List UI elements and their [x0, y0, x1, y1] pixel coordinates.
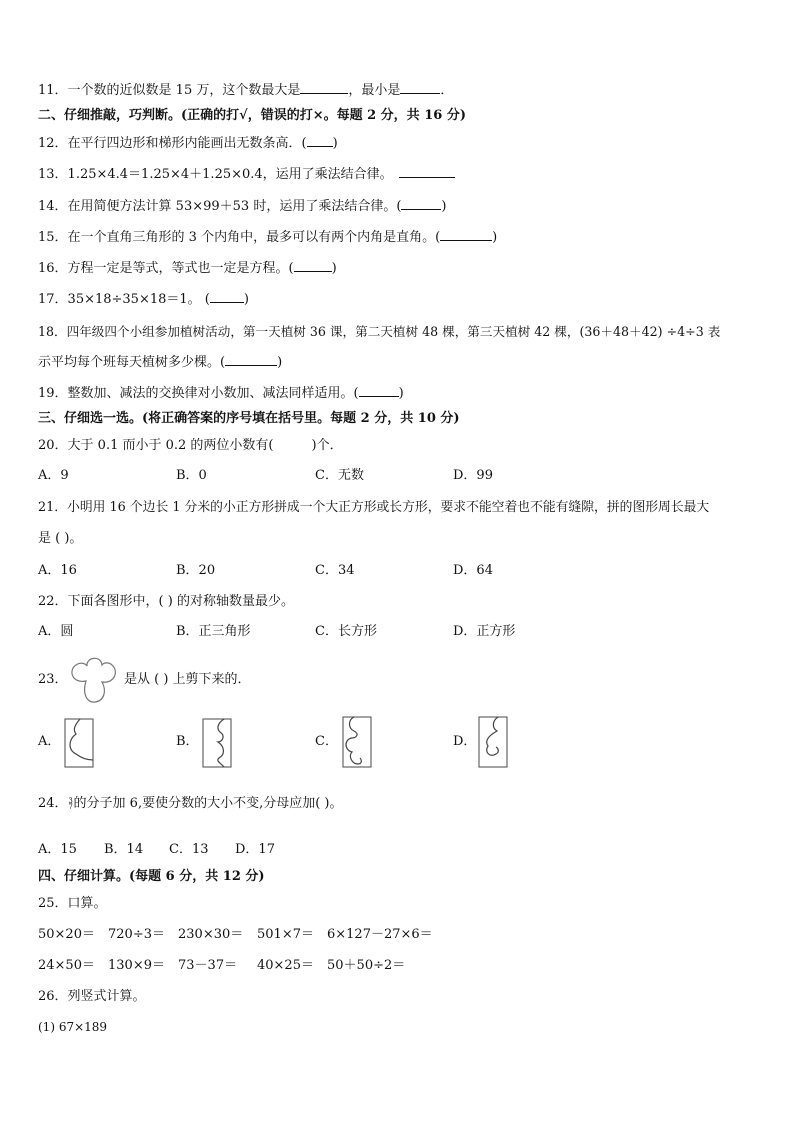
answer-blank[interactable] [294, 259, 332, 272]
q23-option-d[interactable]: D． [453, 734, 477, 749]
question-25-title: 25．口算。 [38, 896, 107, 911]
option-a-paper-figure [62, 716, 96, 770]
question-21-line1: 21．小明用 16 个边长 1 分米的小正方形拼成一个大正方形或长方形，要求不能空着也不能有缝隙，拼的图形周长最大 [38, 500, 710, 515]
q25-r2-c4: 40×25＝ [257, 958, 314, 973]
option-b-paper-figure [200, 716, 234, 770]
q22-option-d[interactable]: D．正方形 [453, 624, 516, 639]
question-11: 11．一个数的近似数是 15 万，这个数最大是 ，最小是 ． [38, 83, 454, 98]
answer-blank[interactable] [300, 81, 348, 94]
answer-blank[interactable] [210, 290, 244, 303]
q25-r1-c5: 6×127－27×6＝ [327, 927, 433, 942]
fraction-three-sevenths: 3 7 [68, 796, 73, 811]
option-d-paper-figure [476, 714, 510, 770]
question-26-item-1: (1) 67×189 [38, 1020, 108, 1034]
question-19: 19．整数加、减法的交换律对小数加、减法同样适用。( ) [38, 386, 404, 401]
q23-option-b[interactable]: B． [176, 734, 199, 749]
question-18-line1: 18．四年级四个小组参加植树活动，第一天植树 36 课，第二天植树 48 棵，第三天植树 42 棵，(36＋48＋42) ÷4÷3 表 [38, 324, 721, 339]
q23-option-c[interactable]: C． [315, 734, 338, 749]
q25-r1-c1: 50×20＝ [38, 927, 95, 942]
question-15: 15．在一个直角三角形的 3 个内角中，最多可以有两个内角是直角。( ) [38, 230, 498, 245]
question-23-text: 是从 ( ) 上剪下来的． [124, 672, 251, 687]
section-4-heading: 四、仔细计算。(每题 6 分，共 12 分) [38, 869, 265, 884]
q21-option-c[interactable]: C．34 [315, 563, 355, 578]
question-14: 14．在用简便方法计算 53×99＋53 时，运用了乘法结合律。( ) [38, 199, 447, 214]
q20-option-c[interactable]: C．无数 [315, 468, 364, 483]
question-22: 22．下面各图形中，( ) 的对称轴数量最少。 [38, 594, 294, 609]
q23-option-a[interactable]: A． [38, 734, 61, 749]
question-12: 12．在平行四边形和梯形内能画出无数条高．( ) [38, 136, 338, 151]
answer-blank[interactable] [225, 353, 277, 366]
question-20: 20．大于 0.1 而小于 0.2 的两位小数有( )个． [38, 438, 343, 453]
q24-option-c[interactable]: C．13 [169, 842, 209, 857]
question-16: 16．方程一定是等式，等式也一定是方程。( ) [38, 261, 337, 276]
section-3-heading: 三、仔细选一选。(将正确答案的序号填在括号里。每题 2 分，共 10 分) [38, 411, 460, 426]
answer-blank[interactable] [399, 165, 455, 178]
q25-r2-c2: 130×9＝ [108, 958, 165, 973]
q24-option-a[interactable]: A．15 [38, 842, 77, 857]
q20-option-d[interactable]: D．99 [453, 468, 493, 483]
q22-option-b[interactable]: B．正三角形 [176, 624, 251, 639]
question-18-line2: 示平均每个班每天植树多少棵。( ) [38, 355, 283, 370]
question-26-title: 26．列竖式计算。 [38, 989, 146, 1004]
question-21-line2: 是 ( )。 [38, 531, 83, 546]
q22-option-c[interactable]: C．长方形 [315, 624, 377, 639]
answer-blank[interactable] [307, 134, 333, 147]
q25-r1-c3: 230×30＝ [178, 927, 244, 942]
section-2-heading: 二、仔细推敲，巧判断。(正确的打√，错误的打×。每题 2 分，共 16 分) [38, 108, 466, 123]
answer-blank[interactable] [401, 197, 441, 210]
option-c-paper-figure [340, 714, 374, 770]
q25-r2-c5: 50＋50÷2＝ [327, 958, 406, 973]
q21-option-b[interactable]: B．20 [176, 563, 216, 578]
q20-option-b[interactable]: B．0 [176, 468, 207, 483]
q21-option-d[interactable]: D．64 [453, 563, 493, 578]
question-24: 24． 3 7 的分子加 6,要使分数的大小不变,分母应加( )。 [38, 796, 343, 811]
question-13: 13．1.25×4.4＝1.25×4＋1.25×0.4，运用了乘法结合律。 [38, 165, 455, 184]
question-23-number: 23． [38, 672, 68, 687]
q25-r2-c3: 73－37＝ [178, 958, 238, 973]
question-17: 17．35×18÷35×18＝1。 ( ) [38, 292, 249, 307]
q25-r1-c4: 501×7＝ [257, 927, 314, 942]
q22-option-a[interactable]: A．圆 [38, 624, 74, 639]
q25-r1-c2: 720÷3＝ [108, 927, 165, 942]
q24-option-b[interactable]: B．14 [104, 842, 144, 857]
q25-r2-c1: 24×50＝ [38, 958, 95, 973]
clover-shape-figure [66, 654, 122, 706]
q20-option-a[interactable]: A．9 [38, 468, 69, 483]
q24-option-d[interactable]: D．17 [235, 842, 275, 857]
answer-blank[interactable] [400, 81, 440, 94]
q21-option-a[interactable]: A．16 [38, 563, 77, 578]
answer-blank[interactable] [440, 228, 492, 241]
answer-blank[interactable] [359, 384, 399, 397]
